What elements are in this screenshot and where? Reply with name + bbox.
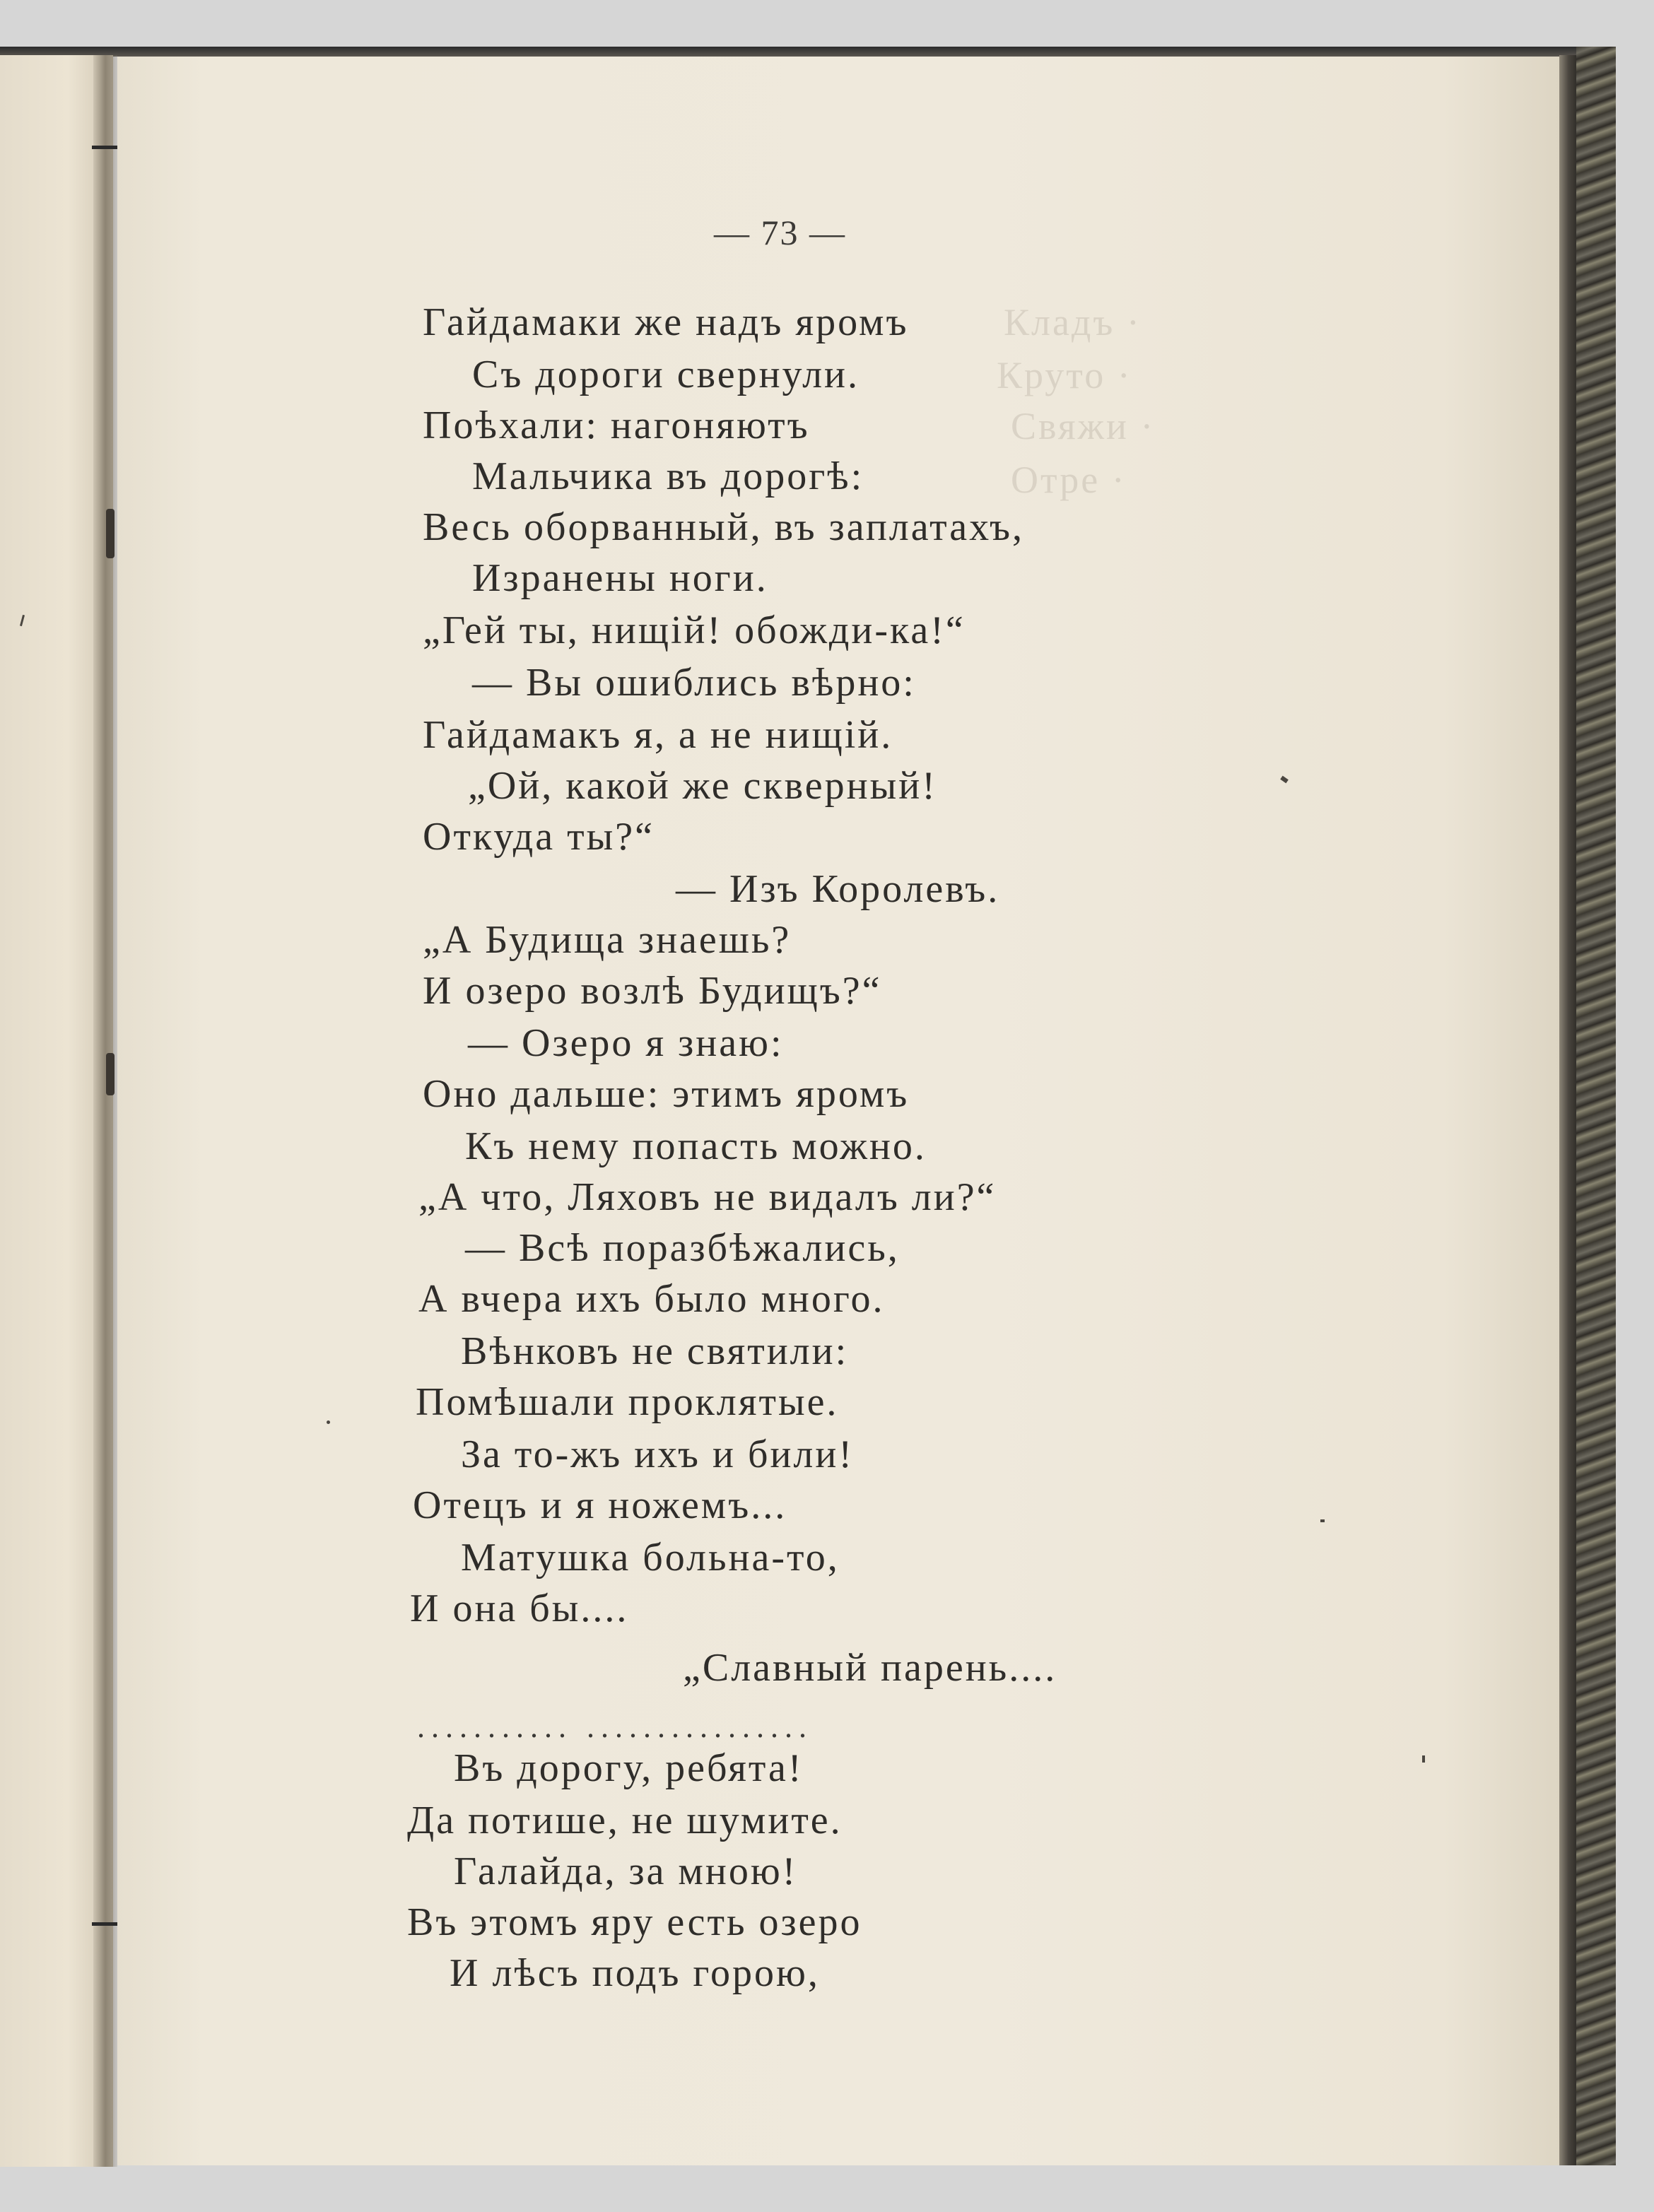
poem-line: — Изъ Королевъ.: [676, 867, 1000, 911]
poem-line: „А Будища знаешь?: [423, 918, 792, 962]
paper-speck: [1320, 1519, 1325, 1522]
poem-line: И она бы....: [410, 1587, 629, 1630]
show-through-texture: Круто ·: [997, 354, 1132, 396]
poem-line: Мальчика въ дорогѣ:: [472, 454, 864, 498]
poem-line: — Озеро я знаю:: [468, 1021, 784, 1065]
book-top-edge: [0, 47, 1578, 57]
poem-line: Галайда, за мною!: [454, 1849, 798, 1893]
poem-line: Оно дальше: этимъ яромъ: [423, 1072, 910, 1116]
paper-speck: [327, 1420, 330, 1424]
poem-line: — Вы ошиблись вѣрно:: [472, 661, 916, 705]
poem-line: И лѣсъ подъ горою,: [450, 1951, 820, 1995]
poem-line: Откуда ты?“: [423, 815, 655, 859]
poem-line: А вчера ихъ было много.: [418, 1277, 885, 1321]
poem-line: Помѣшали проклятые.: [416, 1380, 839, 1424]
book-cover-edge: [1576, 47, 1616, 2165]
binding-thread: [106, 1053, 115, 1095]
poem-line: Вѣнковъ не святили:: [461, 1329, 849, 1373]
poem-line: „Гей ты, нищій! обожди-ка!“: [423, 608, 966, 652]
poem-line: Изранены ноги.: [472, 556, 768, 600]
poem-line: Съ дороги свернули.: [472, 353, 860, 396]
page-fore-edge: [1559, 55, 1578, 2165]
poem-line: Къ нему попасть можно.: [465, 1124, 927, 1168]
show-through-texture: Кладъ ·: [1004, 301, 1142, 343]
poem-line: И озеро возлѣ Будищъ?“: [423, 969, 882, 1013]
poem-line: Отецъ и я ножемъ...: [413, 1483, 787, 1527]
binding-thread: [106, 509, 115, 558]
poem-line: Гайдамакъ я, а не нищій.: [423, 713, 893, 757]
poem-line: За то-жъ ихъ и били!: [461, 1432, 854, 1476]
poem-line: Матушка больна-то,: [461, 1536, 840, 1579]
poem-line: Въ дорогу, ребята!: [454, 1746, 804, 1790]
poem-line: Въ этомъ яру есть озеро: [407, 1900, 862, 1944]
poem-line: „Ой, какой же скверный!: [468, 764, 937, 808]
gutter-shadow: [93, 55, 117, 2167]
poem-line: Да потише, не шумите.: [407, 1799, 843, 1842]
show-through-texture: Отре ·: [1011, 459, 1127, 501]
paper-speck: [1422, 1755, 1425, 1763]
show-through-texture: Свяжи ·: [1011, 405, 1156, 447]
poem-line: Поѣхали: нагоняютъ: [423, 404, 810, 447]
ellipsis-separator: ........... ................: [417, 1710, 813, 1744]
page-number: — 73 —: [714, 213, 846, 252]
poem-line: „А что, Ляховъ не видалъ ли?“: [418, 1175, 997, 1219]
poem-line: „Славный парень....: [683, 1646, 1057, 1690]
poem-line: Весь оборванный, въ заплатахъ,: [423, 505, 1024, 549]
poem-line: — Всѣ поразбѣжались,: [465, 1226, 900, 1270]
poem-line: Гайдамаки же надъ яромъ: [423, 300, 909, 344]
